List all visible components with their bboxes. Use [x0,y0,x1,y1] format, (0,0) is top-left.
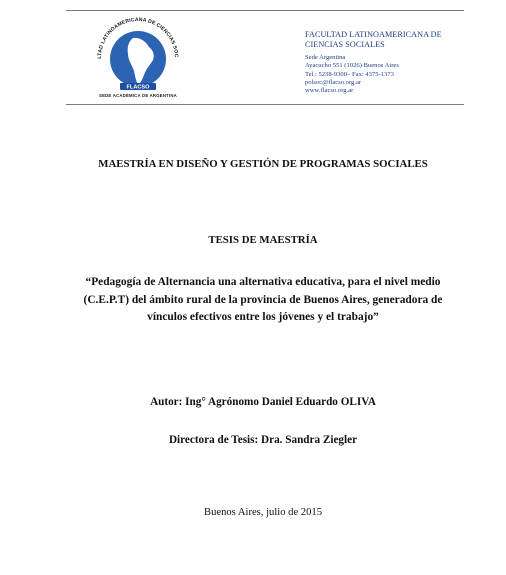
header-top-rule [66,10,464,11]
director-line: Directora de Tesis: Dra. Sandra Ziegler [168,434,358,446]
author-line: Autor: Ing° Agrónomo Daniel Eduardo OLIVA [150,396,376,408]
contact-line-website: www.flacso.org.ar [305,87,354,94]
flacso-logo [86,14,190,100]
header-bottom-rule [66,104,464,105]
document-type: TESIS DE MAESTRÍA [208,234,318,246]
logo-bottom-text: SEDE ACADÉMICA DE ARGENTINA [99,93,177,98]
thesis-title-line: (C.E.P.T) del ámbito rural de la provincia de Buenos Aires, generadora de [83,293,443,306]
thesis-title-line: vínculos efectivos entre los jóvenes y el trabajo” [147,311,379,323]
thesis-title-line: “Pedagogía de Alternancia una alternativa educativa, para el nivel medio [85,276,441,288]
logo-badge-text: FLACSO [126,84,150,91]
institution-name: FACULTAD LATINOAMERICANA DE CIENCIAS SOCIALES [305,30,442,49]
logo-arc-text: LTAD LATINOAMERICANA DE CIENCIAS SOC [96,16,180,59]
institution-contact-block [305,30,465,95]
contact-line-address: Ayacucho 551 (1026) Buenos Aires [305,62,399,70]
place-date: Buenos Aires, julio de 2015 [204,507,322,518]
contact-line-location: Sede Argentina [305,54,346,62]
thesis-title [30,274,496,327]
program-name: MAESTRÍA EN DISEÑO Y GESTIÓN DE PROGRAMAS SOCIALES [98,158,428,170]
contact-line-email: polsoc@flacso.org.ar [305,78,362,86]
contact-line-phone: Tel.: 5238-9300– Fax: 4375-1373 [305,70,394,78]
